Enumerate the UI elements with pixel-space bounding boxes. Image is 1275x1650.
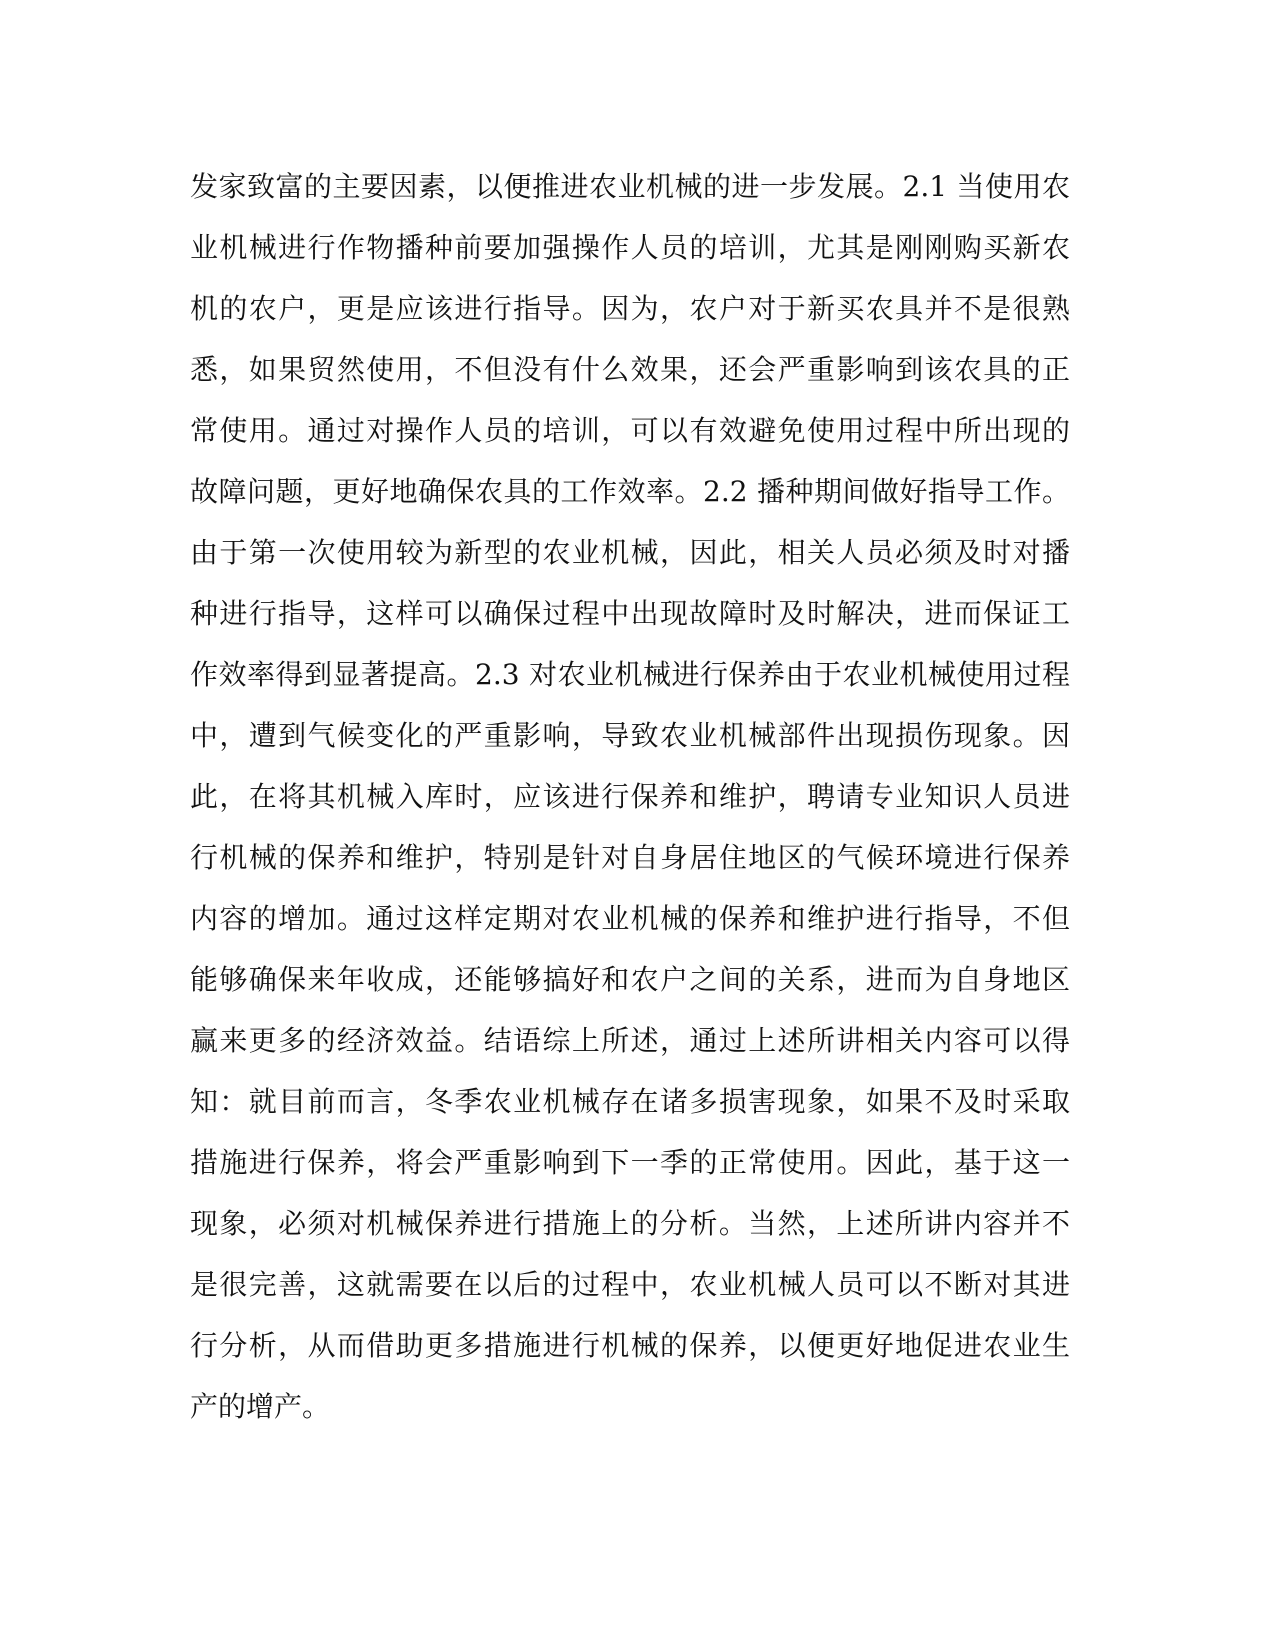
text-line: 由于第一次使用较为新型的农业机械，因此，相关人员必须及时对播: [190, 536, 1070, 569]
text-line: 能够确保来年收成，还能够搞好和农户之间的关系，进而为自身地区: [190, 963, 1070, 996]
text-line: 产的增产。: [190, 1390, 331, 1423]
text-line: 知：就目前而言，冬季农业机械存在诸多损害现象，如果不及时采取: [190, 1085, 1070, 1118]
text-line: 业机械进行作物播种前要加强操作人员的培训，尤其是刚刚购买新农: [190, 231, 1070, 264]
text-line: 措施进行保养，将会严重影响到下一季的正常使用。因此，基于这一: [190, 1146, 1070, 1179]
text-line: 行机械的保养和维护，特别是针对自身居住地区的气候环境进行保养: [190, 841, 1070, 874]
text-line: 常使用。通过对操作人员的培训，可以有效避免使用过程中所出现的: [190, 414, 1070, 447]
text-line: 内容的增加。通过这样定期对农业机械的保养和维护进行指导，不但: [190, 902, 1070, 935]
text-line: 赢来更多的经济效益。结语综上所述，通过上述所讲相关内容可以得: [190, 1024, 1070, 1057]
text-line: 中，遭到气候变化的严重影响，导致农业机械部件出现损伤现象。因: [190, 719, 1070, 752]
text-line: 种进行指导，这样可以确保过程中出现故障时及时解决，进而保证工: [190, 597, 1070, 630]
text-line: 悉，如果贸然使用，不但没有什么效果，还会严重影响到该农具的正: [190, 353, 1070, 386]
text-line: 行分析，从而借助更多措施进行机械的保养，以便更好地促进农业生: [190, 1329, 1070, 1362]
text-line: 是很完善，这就需要在以后的过程中，农业机械人员可以不断对其进: [190, 1268, 1070, 1301]
text-line: 此，在将其机械入库时，应该进行保养和维护，聘请专业知识人员进: [190, 780, 1070, 813]
body-paragraph: [190, 156, 1070, 1437]
text-line: 发家致富的主要因素，以便推进农业机械的进一步发展。2.1 当使用农: [190, 170, 1070, 203]
text-line: 故障问题，更好地确保农具的工作效率。2.2 播种期间做好指导工作。: [190, 475, 1070, 508]
text-line: 机的农户，更是应该进行指导。因为，农户对于新买农具并不是很熟: [190, 292, 1070, 325]
text-line: 作效率得到显著提高。2.3 对农业机械进行保养由于农业机械使用过程: [190, 658, 1070, 691]
text-line: 现象，必须对机械保养进行措施上的分析。当然，上述所讲内容并不: [190, 1207, 1070, 1240]
